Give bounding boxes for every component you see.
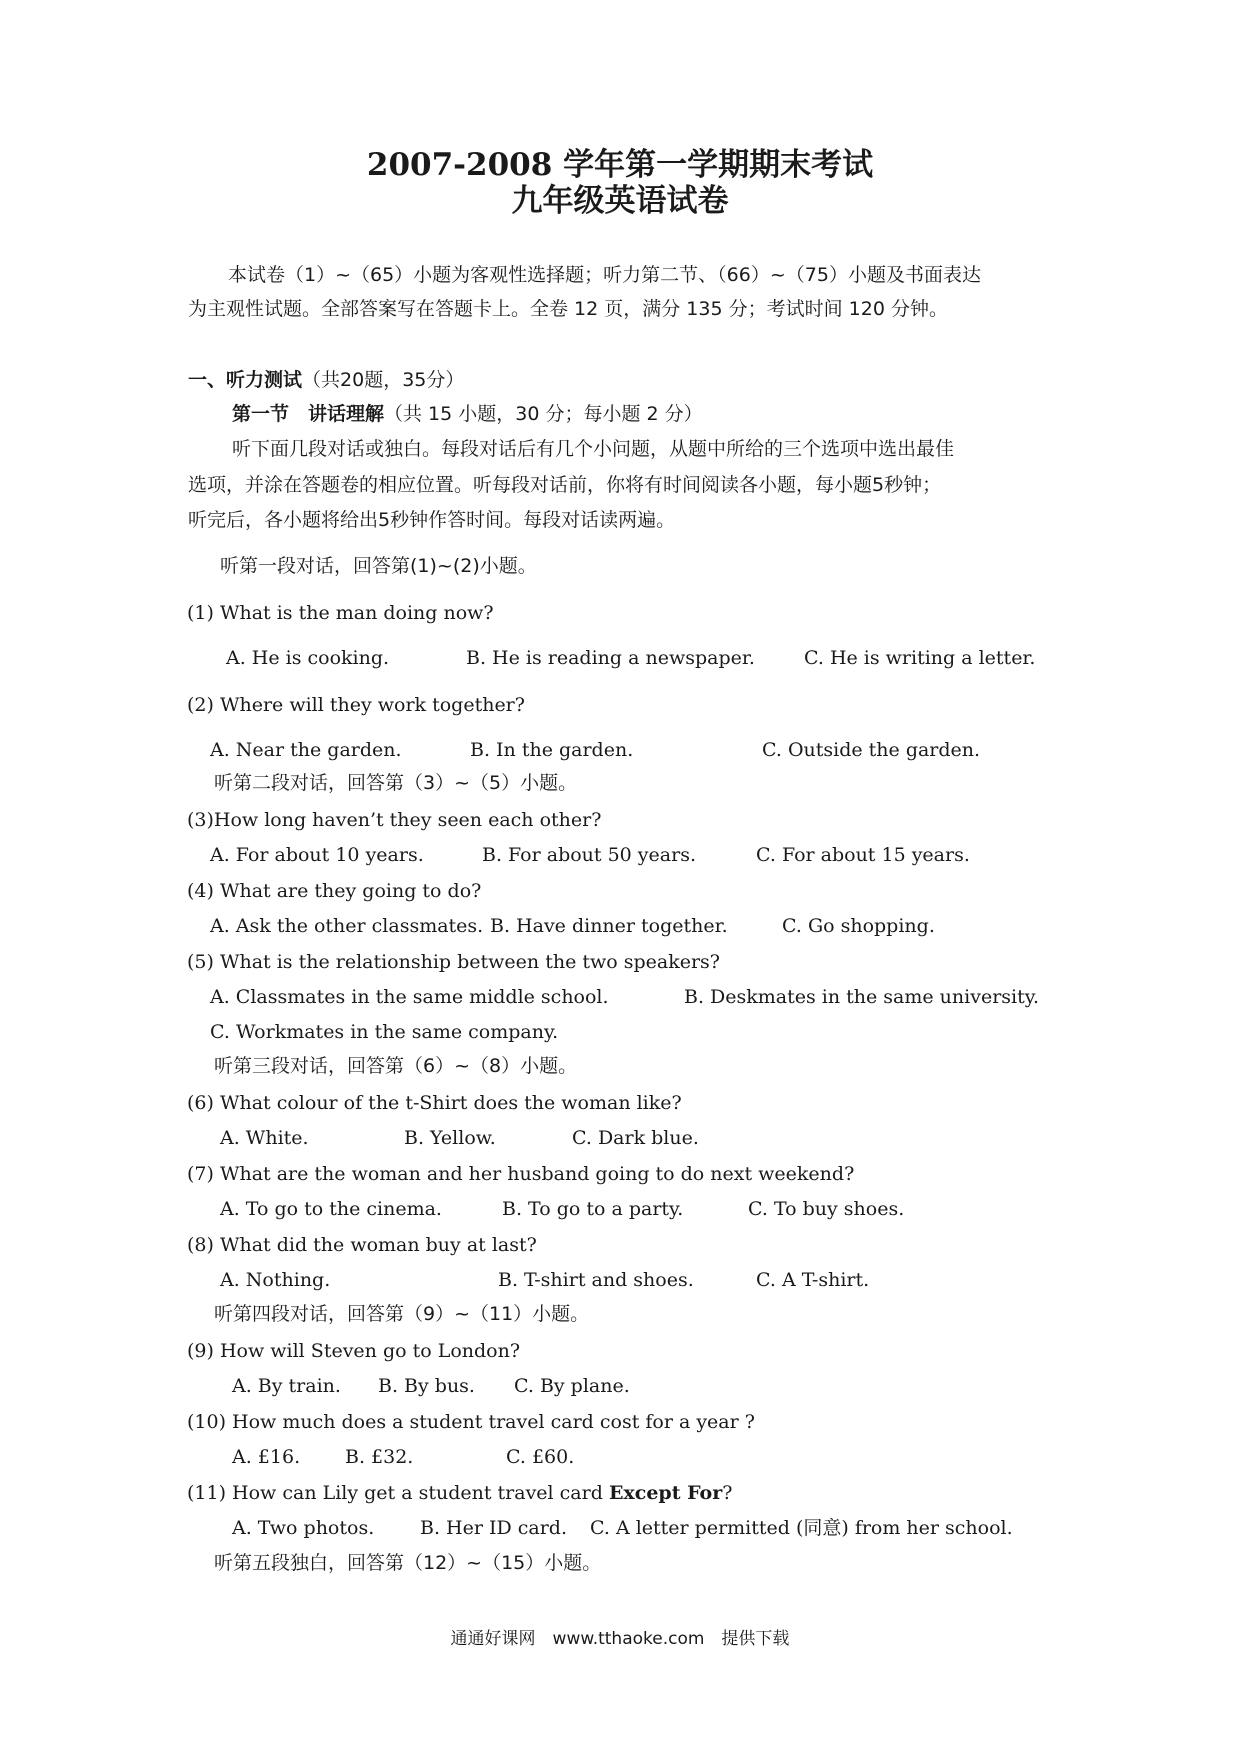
question-10-option-a: A. £16.	[232, 1446, 301, 1468]
dialog-3-intro: 听第三段对话，回答第（6）~（8）小题。	[214, 1055, 578, 1077]
intro-line-1: 本试卷（1）~（65）小题为客观性选择题；听力第二节、（66）~（75）小题及书面表达	[228, 264, 981, 286]
question-3-option-c: C. For about 15 years.	[756, 844, 970, 866]
question-5-option-c: C. Workmates in the same company.	[210, 1021, 559, 1043]
question-7: (7) What are the woman and her husband going to do next weekend?	[187, 1163, 855, 1185]
question-10: (10) How much does a student travel card cost for a year ?	[187, 1411, 755, 1433]
question-8-option-b: B. T-shirt and shoes.	[498, 1269, 694, 1291]
exam-subtitle: 九年级英语试卷	[511, 183, 729, 219]
question-2-option-a: A. Near the garden.	[210, 739, 402, 761]
question-2-option-c: C. Outside the garden.	[762, 739, 981, 761]
question-11-option-c: C. A letter permitted (同意) from her school.	[590, 1517, 1013, 1539]
question-6: (6) What colour of the t-Shirt does the woman like?	[187, 1092, 682, 1114]
part-heading-label: 第一节 讲话理解	[232, 403, 385, 425]
question-4: (4) What are they going to do?	[187, 880, 482, 902]
section-heading	[188, 367, 464, 393]
part-heading	[232, 401, 703, 427]
question-11-mark: ?	[722, 1482, 733, 1504]
exam-title: 2007-2008 学年第一学期期末考试	[366, 147, 874, 183]
question-8-option-a: A. Nothing.	[220, 1269, 331, 1291]
question-1-option-a: A. He is cooking.	[226, 647, 390, 669]
dialog-5-intro: 听第五段独白，回答第（12）~（15）小题。	[214, 1552, 602, 1574]
dialog-2-intro: 听第二段对话，回答第（3）~（5）小题。	[214, 772, 578, 794]
question-3-option-b: B. For about 50 years.	[482, 844, 696, 866]
part-heading-detail: （共 15 小题，30 分；每小题 2 分）	[384, 403, 703, 425]
question-5: (5) What is the relationship between the two speakers?	[187, 951, 720, 973]
question-8-option-c: C. A T-shirt.	[756, 1269, 870, 1291]
question-9-option-c: C. By plane.	[514, 1375, 630, 1397]
instructions-line-1: 听下面几段对话或独白。每段对话后有几个小问题，从题中所给的三个选项中选出最佳	[232, 438, 955, 460]
question-6-option-b: B. Yellow.	[404, 1127, 496, 1149]
question-11-option-b: B. Her ID card.	[420, 1517, 568, 1539]
question-8: (8) What did the woman buy at last?	[187, 1234, 537, 1256]
question-9-option-b: B. By bus.	[378, 1375, 475, 1397]
page-footer: 通通好课网 www.tthaoke.com 提供下载	[450, 1629, 790, 1649]
question-1-option-b: B. He is reading a newspaper.	[466, 647, 755, 669]
question-4-option-b: B. Have dinner together.	[490, 915, 728, 937]
section-heading-label: 一、听力测试	[188, 369, 303, 391]
question-1: (1) What is the man doing now?	[187, 602, 494, 624]
section-heading-detail: （共20题，35分）	[302, 369, 465, 391]
instructions-line-3: 听完后，各小题将给出5秒钟作答时间。每段对话读两遍。	[188, 509, 676, 531]
question-5-option-a: A. Classmates in the same middle school.	[210, 986, 609, 1008]
question-10-option-b: B. £32.	[345, 1446, 414, 1468]
question-7-option-a: A. To go to the cinema.	[220, 1198, 442, 1220]
question-10-option-c: C. £60.	[506, 1446, 575, 1468]
instructions-line-2: 选项，并涂在答题卷的相应位置。听每段对话前，你将有时间阅读各小题，每小题5秒钟；	[188, 474, 942, 496]
question-4-option-c: C. Go shopping.	[782, 915, 935, 937]
question-7-option-b: B. To go to a party.	[502, 1198, 684, 1220]
question-6-option-c: C. Dark blue.	[572, 1127, 699, 1149]
question-1-option-c: C. He is writing a letter.	[804, 647, 1036, 669]
question-2-option-b: B. In the garden.	[470, 739, 634, 761]
dialog-4-intro: 听第四段对话，回答第（9）~（11）小题。	[214, 1303, 590, 1325]
question-5-option-b: B. Deskmates in the same university.	[684, 986, 1040, 1008]
intro-line-2: 为主观性试题。全部答案写在答题卡上。全卷 12 页，满分 135 分；考试时间 120 分钟。	[188, 298, 948, 320]
question-3-option-a: A. For about 10 years.	[210, 844, 424, 866]
question-9-option-a: A. By train.	[232, 1375, 341, 1397]
dialog-1-intro: 听第一段对话，回答第(1)~(2)小题。	[220, 555, 537, 577]
question-11-option-a: A. Two photos.	[232, 1517, 375, 1539]
question-11-emphasis: Except For	[608, 1482, 723, 1504]
question-4-option-a: A. Ask the other classmates.	[210, 915, 484, 937]
question-11-text: (11) How can Lily get a student travel card	[187, 1482, 609, 1504]
question-2: (2) Where will they work together?	[187, 694, 525, 716]
question-3: (3)How long haven’t they seen each other?	[187, 809, 602, 831]
question-11	[187, 1480, 732, 1506]
question-9: (9) How will Steven go to London?	[187, 1340, 521, 1362]
question-6-option-a: A. White.	[220, 1127, 309, 1149]
question-7-option-c: C. To buy shoes.	[748, 1198, 905, 1220]
